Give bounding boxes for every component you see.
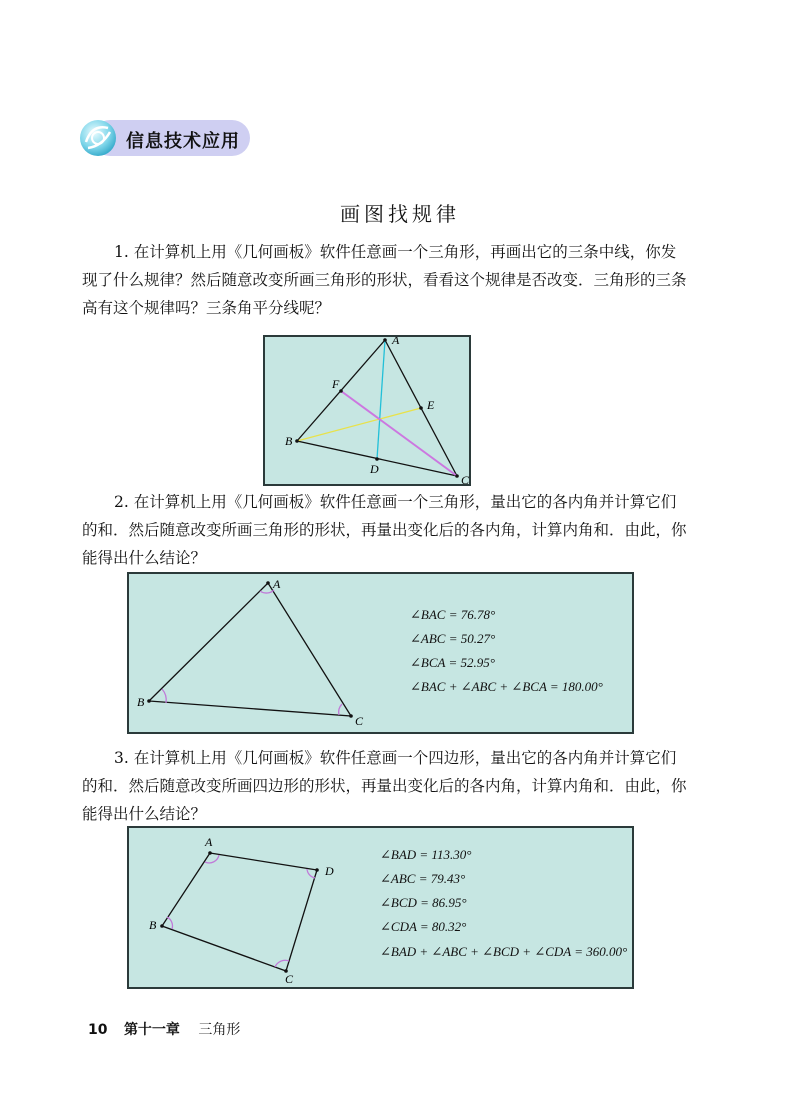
paragraph-line: 1. 在计算机上用《几何画板》软件任意画一个三角形，再画出它的三条中线，你发 [114,243,677,261]
label-c: C [461,473,470,487]
angle-arc-d [307,869,315,878]
paragraph-1 [82,238,690,322]
paragraph-line: 能得出什么结论？ [82,805,207,823]
label-e: E [427,398,435,412]
measurement-bac: ∠BAC = 76.78° [410,607,496,622]
paragraph-line: 能得出什么结论？ [82,549,207,567]
paragraph-line: 现了什么规律？然后随意改变所画三角形的形状，看看这个规律是否改变．三角形的三条 [82,271,687,289]
label-c: C [285,972,294,986]
page-footer [88,1019,240,1039]
measurement-bca: ∠BCA = 52.95° [410,655,495,670]
label-a: A [392,337,400,347]
angle-arc-b [167,917,172,929]
paragraph-line: 的和．然后随意改变所画四边形的形状，再量出变化后的各内角，计算内角和．由此，你 [82,777,687,795]
measurement-sum: ∠BAC + ∠ABC + ∠BCA = 180.00° [410,679,603,694]
paragraph-line: 的和．然后随意改变所画三角形的形状，再量出变化后的各内角，计算内角和．由此，你 [82,521,687,539]
measurement-cda: ∠CDA = 80.32° [380,919,467,934]
label-b: B [149,918,157,932]
label-a: A [273,577,281,591]
label-b: B [137,695,145,709]
paragraph-3 [82,744,690,828]
badge-label: 信息技术应用 [126,131,240,152]
angle-arc-b [162,689,166,703]
figure-quadrilateral-angles [127,826,634,989]
measurement-abc: ∠ABC = 79.43° [380,871,466,886]
paragraph-line: 2. 在计算机上用《几何画板》软件任意画一个三角形，量出它的各内角并计算它们 [114,493,677,511]
label-a: A [205,835,213,849]
measurement-sum: ∠BAD + ∠ABC + ∠BCD + ∠CDA = 360.00° [380,944,628,959]
label-d: D [370,462,379,476]
chapter-title: 三角形 [198,1022,241,1038]
page-number: 10 [88,1022,108,1038]
page-title: 画图找规律 [340,202,460,226]
paragraph-2 [82,488,690,572]
info-tech-logo-icon [78,118,118,158]
label-d: D [325,864,334,878]
triangle-abc [149,583,351,716]
label-c: C [355,714,364,728]
angle-arc-c [339,704,342,715]
section-badge [78,118,250,158]
label-b: B [285,434,293,448]
figure-medians [263,335,471,486]
measurement-abc: ∠ABC = 50.27° [410,631,496,646]
median-ad [377,340,385,459]
measurement-bad: ∠BAD = 113.30° [380,847,472,862]
quadrilateral-abcd [162,853,317,971]
paragraph-line: 3. 在计算机上用《几何画板》软件任意画一个四边形，量出它的各内角并计算它们 [114,749,677,767]
angle-arc-a [205,855,219,863]
chapter-label: 第十一章 [123,1022,180,1038]
measurement-bcd: ∠BCD = 86.95° [380,895,467,910]
paragraph-line: 高有这个规律吗？三条角平分线呢？ [82,299,331,317]
figure-triangle-angles [127,572,634,734]
label-f: F [332,377,340,391]
